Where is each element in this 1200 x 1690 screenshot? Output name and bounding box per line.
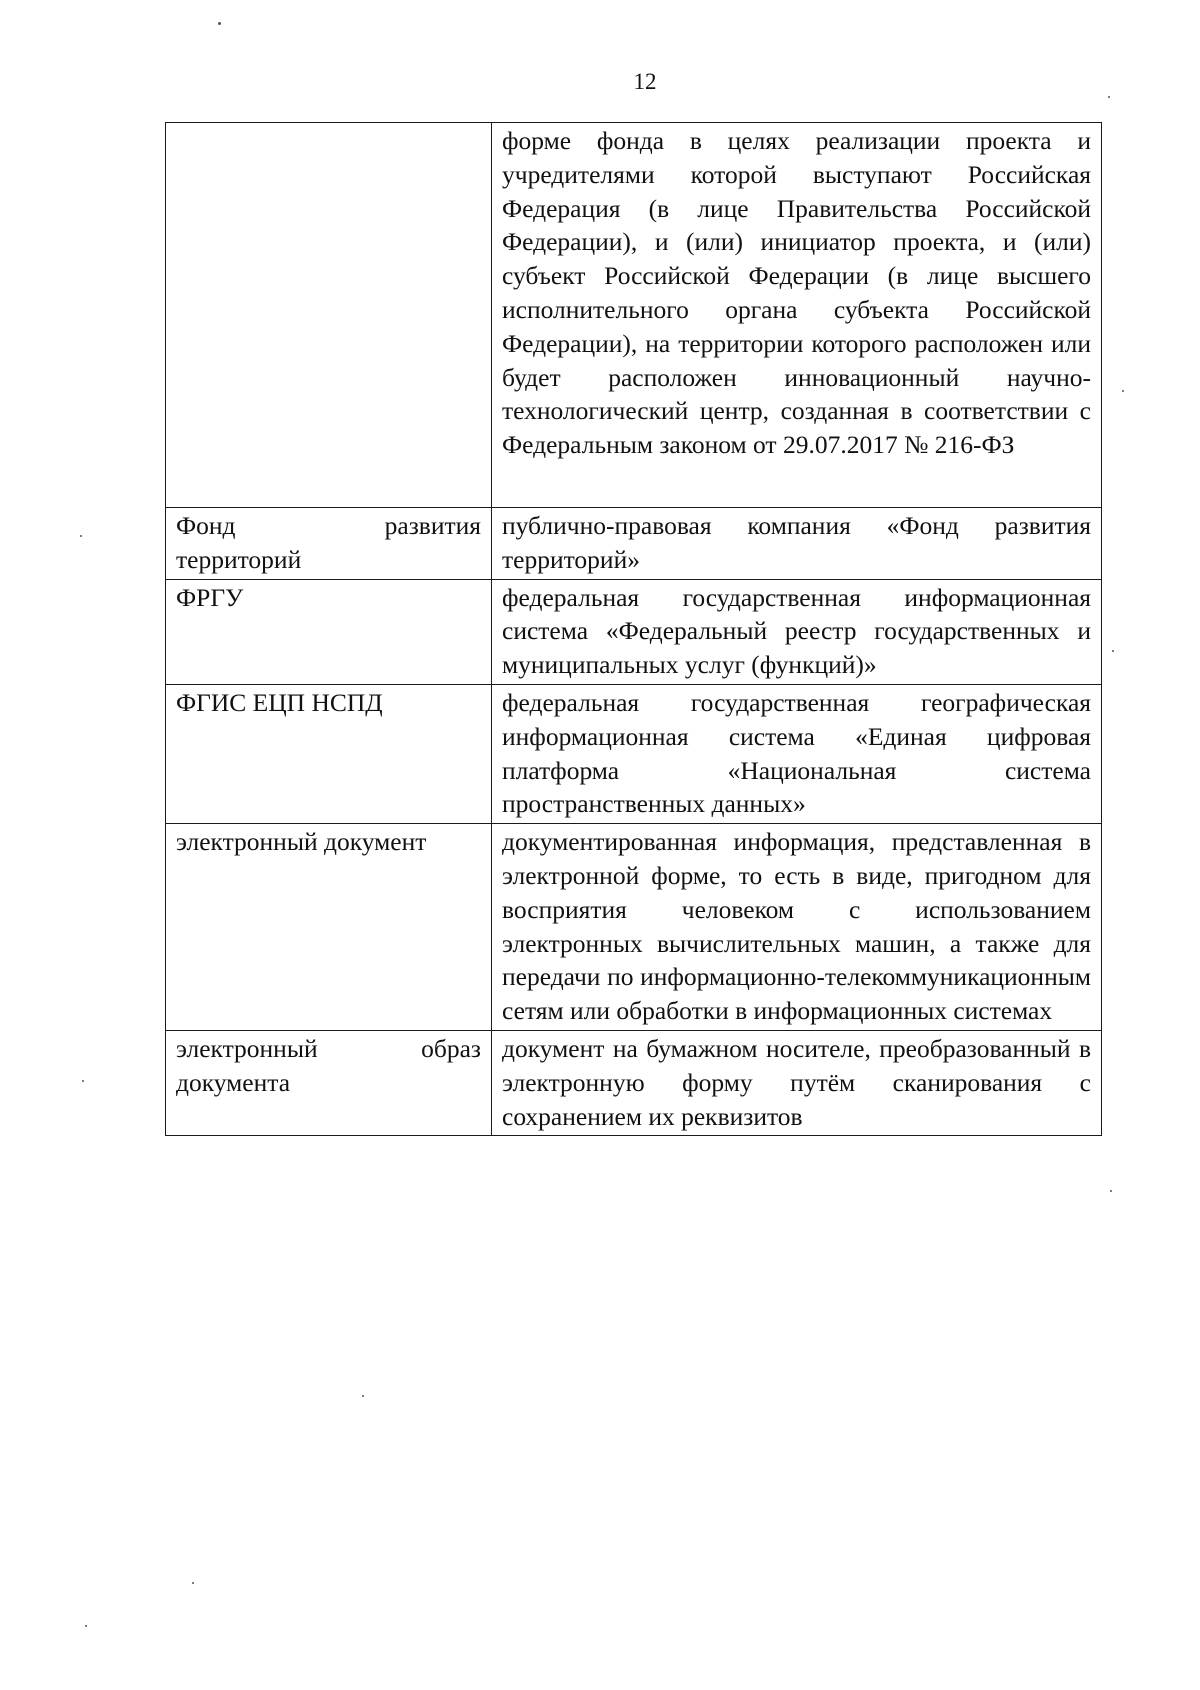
term-cell: электронный документ (166, 824, 492, 1031)
table-row (166, 123, 1102, 508)
scan-speck (80, 535, 82, 537)
table-row (166, 1030, 1102, 1135)
term-line: электронный образ (176, 1033, 481, 1063)
definition-cell: федеральная государственная информационная система «Федеральный реестр государственных и муниципальных услуг (функций)» (492, 579, 1102, 684)
page-number: 12 (633, 69, 657, 94)
definition-cell: форме фонда в целях реализации проекта и учредителями которой выступают Российская Федерация (в лице Правительства Российской Федерации), и (или) инициатор проекта, и (или) субъект Российской Федерации (в лице высшего исполнительного органа субъекта Российской Федерации), на территории которого расположен или будет расположен инновационный научно-технологический центр, созданная в соответствии с Федеральным законом от 29.07.2017 № 216-ФЗ (492, 123, 1102, 508)
scan-speck (1112, 650, 1114, 652)
scan-speck (192, 1582, 194, 1584)
term-line: территорий (176, 544, 302, 574)
scan-speck (82, 1080, 84, 1082)
term-cell (166, 508, 492, 580)
table-row (166, 824, 1102, 1031)
term-line: документа (176, 1067, 291, 1097)
term-cell (166, 1030, 492, 1135)
term-cell (166, 123, 492, 508)
definition-cell: федеральная государственная географическая информационная система «Единая цифровая платформа «Национальная система пространственных данных» (492, 684, 1102, 823)
scan-speck (1110, 1190, 1112, 1192)
scan-speck (1122, 390, 1124, 392)
table-row (166, 579, 1102, 684)
scan-speck (218, 22, 221, 25)
scan-speck (85, 1625, 87, 1627)
term-cell: ФРГУ (166, 579, 492, 684)
term-line: Фонд развития (176, 511, 481, 540)
definition-cell: документ на бумажном носителе, преобразованный в электронную форму путём сканирования с сохранением их реквизитов (492, 1030, 1102, 1135)
scan-speck (1108, 96, 1110, 98)
definition-cell: документированная информация, представленная в электронной форме, то есть в виде, пригодном для восприятия человеком с использованием электронных вычислительных машин, а также для передачи по информационно-телекоммуникационным сетям или обработки в информационных системах (492, 824, 1102, 1031)
table-row (166, 684, 1102, 823)
table-row (166, 508, 1102, 580)
definition-cell: публично-правовая компания «Фонд развития территорий» (492, 508, 1102, 580)
terms-table (165, 122, 1102, 1136)
scan-speck (362, 1395, 364, 1397)
term-cell: ФГИС ЕЦП НСПД (166, 684, 492, 823)
